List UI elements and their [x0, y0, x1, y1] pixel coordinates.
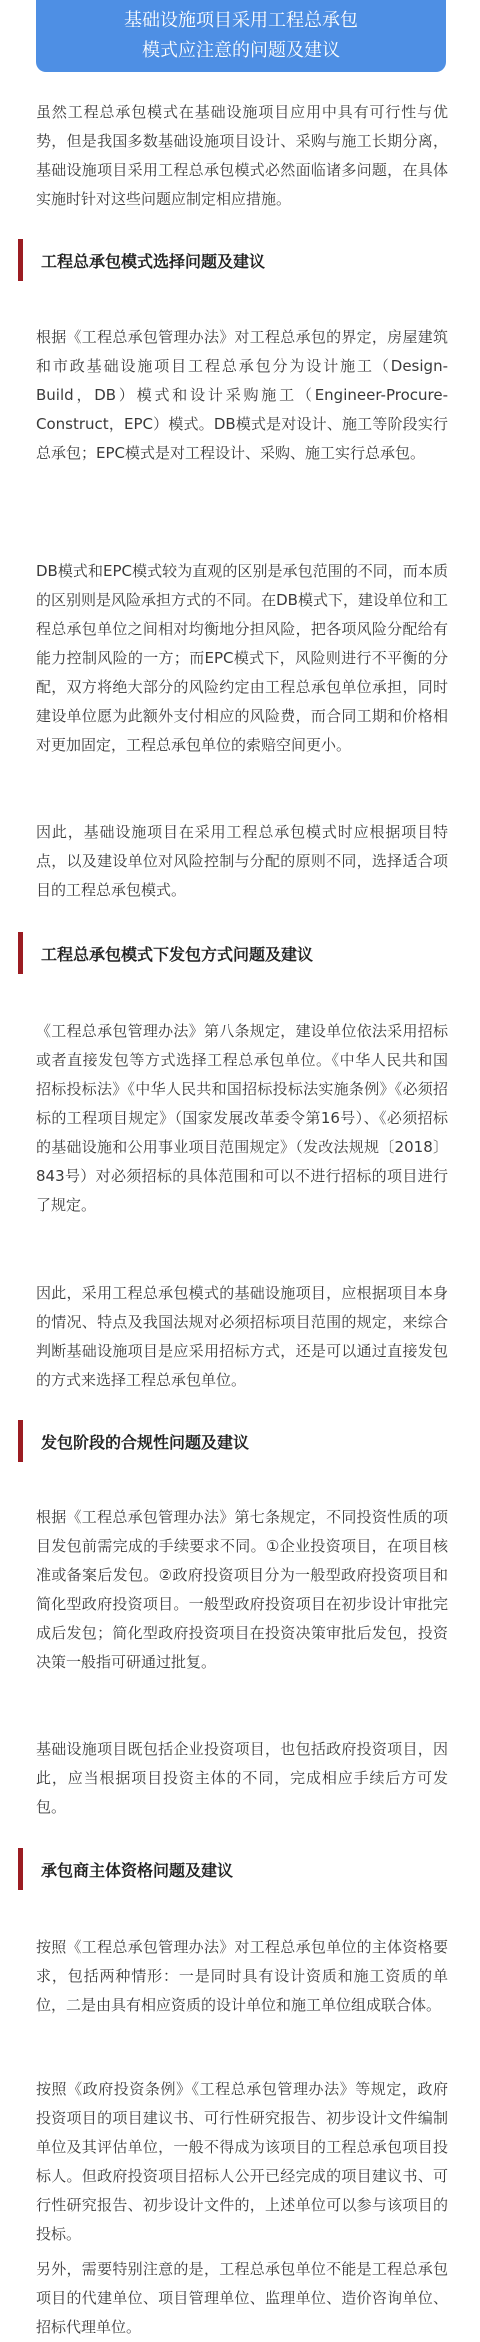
article-title-line-2: 模式应注意的问题及建议 [142, 40, 340, 61]
intro-paragraph: 虽然工程总承包模式在基础设施项目应用中具有可行性与优势，但是我国多数基础设施项目设计、采购与施工长期分离，基础设施项目采用工程总承包模式必然面临诸多问题，在具体实施时针对这些问题应制定相应措施。 [36, 103, 448, 208]
section-2-paragraph-2: 因此，采用工程总承包模式的基础设施项目，应根据项目本身的情况、特点及我国法规对必须招标项目范围的规定，来综合判断基础设施项目是应采用招标方式，还是可以通过直接发包的方式来选择工程总承包单位。 [36, 1284, 448, 1389]
section-1-paragraph-1: 根据《工程总承包管理办法》对工程总承包的界定，房屋建筑和市政基础设施项目工程总承包分为设计施工（Design-Build，DB）模式和设计采购施工（Engineer-Procure-Construct，EPC）模式。DB模式是对设计、施工等阶段实行总承包；EPC模式是对工程设计、采购、施工实行总承包。 [36, 328, 448, 462]
section-1-paragraph-2: DB模式和EPC模式较为直观的区别是承包范围的不同，而本质的区别则是风险承担方式的不同。在DB模式下，建设单位和工程总承包单位之间相对均衡地分担风险，把各项风险分配给有能力控制风险的一方；而EPC模式下，风险则进行不平衡的分配，双方将绝大部分的风险约定由工程总承包单位承担，同时建设单位愿为此额外支付相应的风险费，而合同工期和价格相对更加固定，工程总承包单位的索赔空间更小。 [36, 562, 448, 754]
section-heading-1: 工程总承包模式选择问题及建议 [18, 239, 458, 281]
section-3-paragraph-2: 基础设施项目既包括企业投资项目，也包括政府投资项目，因此，应当根据项目投资主体的不同，完成相应手续后方可发包。 [36, 1740, 448, 1816]
article-title-line-1: 基础设施项目采用工程总承包 [124, 10, 358, 31]
section-3-paragraph-1: 根据《工程总承包管理办法》第七条规定，不同投资性质的项目发包前需完成的手续要求不同。①企业投资项目，在项目核准或备案后发包。②政府投资项目分为一般型政府投资项目和简化型政府投资项目。一般型政府投资项目在初步设计审批完成后发包；简化型政府投资项目在投资决策审批后发包，投资决策一般指可研通过批复。 [36, 1508, 448, 1671]
section-4-paragraph-2: 按照《政府投资条例》《工程总承包管理办法》等规定，政府投资项目的项目建议书、可行性研究报告、初步设计文件编制单位及其评估单位，一般不得成为该项目的工程总承包项目投标人。但政府投资项目招标人公开已经完成的项目建议书、可行性研究报告、初步设计文件的，上述单位可以参与该项目的投标。 [36, 2080, 448, 2243]
section-heading-3: 发包阶段的合规性问题及建议 [18, 1420, 458, 1462]
section-heading-4: 承包商主体资格问题及建议 [18, 1848, 458, 1890]
section-4-paragraph-3: 另外，需要特别注意的是，工程总承包单位不能是工程总承包项目的代建单位、项目管理单位、监理单位、造价咨询单位、招标代理单位。 [36, 2260, 448, 2336]
article-title-banner [36, 0, 446, 72]
section-2-paragraph-1: 《工程总承包管理办法》第八条规定，建设单位依法采用招标或者直接发包等方式选择工程总承包单位。《中华人民共和国招标投标法》《中华人民共和国招标投标法实施条例》《必须招标的工程项目规定》（国家发展改革委令第16号）、《必须招标的基础设施和公用事业项目范围规定》（发改法规规〔2018〕843号）对必须招标的具体范围和可以不进行招标的项目进行了规定。 [36, 1022, 448, 1214]
section-4-paragraph-1: 按照《工程总承包管理办法》对工程总承包单位的主体资格要求，包括两种情形：一是同时具有设计资质和施工资质的单位，二是由具有相应资质的设计单位和施工单位组成联合体。 [36, 1938, 448, 2014]
section-1-paragraph-3: 因此，基础设施项目在采用工程总承包模式时应根据项目特点，以及建设单位对风险控制与分配的原则不同，选择适合项目的工程总承包模式。 [36, 823, 448, 899]
section-heading-2: 工程总承包模式下发包方式问题及建议 [18, 932, 458, 974]
